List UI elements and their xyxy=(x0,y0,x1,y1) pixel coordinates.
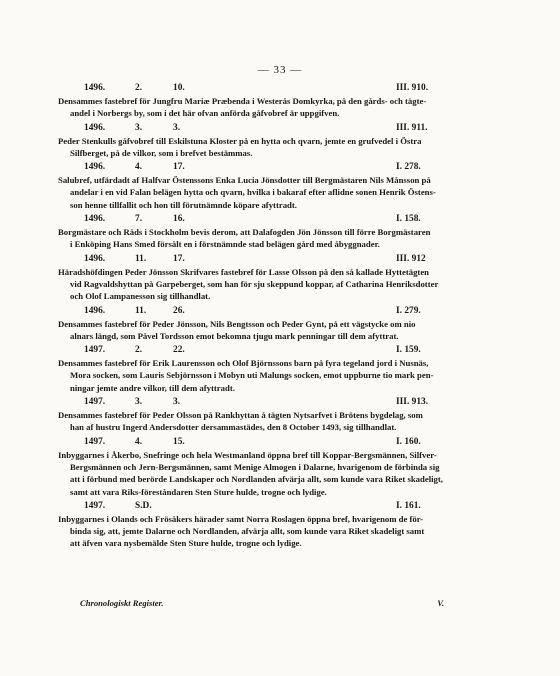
register-entry xyxy=(58,213,498,251)
entry-text-line: Densammes fastebref för Peder Jönsson, Nils Bengtsson och Peder Gynt, på ett vägstycke om nio xyxy=(58,318,416,329)
entry-text xyxy=(58,357,498,394)
entry-header xyxy=(58,436,498,449)
entry-header xyxy=(58,344,498,357)
entry-reference: I. 160. xyxy=(396,436,421,447)
entry-text-line: samt att vara Riks-föreståndaren Sten Sture hulde, trogne och lydige. xyxy=(70,486,327,497)
entry-header xyxy=(58,500,498,513)
entry-day: 3. xyxy=(173,397,181,408)
entry-text-line: Densammes fastebref för Jungfru Mariæ Præbenda i Westerås Domkyrka, på den gårds- och tägte- xyxy=(58,96,427,106)
entry-day: 16. xyxy=(173,214,185,225)
entry-month: 3. xyxy=(135,122,143,133)
register-entry xyxy=(58,305,498,343)
entry-text-line: vid Ragvaldshyttan på Garpeberget, som han för sju skeppund koppar, af Catharina Henriksdotter xyxy=(70,278,439,289)
page-number: — 33 — xyxy=(257,64,303,76)
entry-month: 3. xyxy=(135,397,143,408)
entry-year: 1496. xyxy=(84,253,106,264)
entry-text xyxy=(58,174,498,211)
entry-text xyxy=(58,226,498,251)
entry-text-line: Bergsmännen och Jern-Bergsmännen, samt Menige Almogen i Dalarne, hvarigenom de förbinda sig xyxy=(70,461,440,472)
entry-year: 1496. xyxy=(84,122,106,133)
entry-day: 10. xyxy=(173,83,185,93)
entry-text-line: Inbyggarnes i Olands och Frösåkers härader samt Norra Roslagen öppna bref, hvarigenom de för- xyxy=(58,513,424,524)
entry-text-line: Salubref, utfärdadt af Halfvar Östenssons Enka Lucia Jönsdotter till Bergmästaren Nils Månsson på xyxy=(58,175,431,186)
entry-text-line: Inbyggarnes i Åkerbo, Snefringe och hela Westmanland öppna bref till Koppar-Bergsmännen, Silfver- xyxy=(58,449,437,460)
entry-year: 1497. xyxy=(84,397,106,408)
entry-day: 22. xyxy=(173,345,185,356)
entry-day: 26. xyxy=(173,305,185,316)
entry-reference: I. 159. xyxy=(396,345,421,356)
entry-text-line: och Olof Lampanesson sig tillhandlat. xyxy=(70,291,211,302)
entry-day: 15. xyxy=(173,436,185,447)
entry-day: 3. xyxy=(173,122,181,133)
entry-reference: III. 911. xyxy=(396,122,428,133)
entry-text-line: han af hustru Ingerd Andersdotter dersammastädes, den 8 October 1493, sig tillhandlat. xyxy=(70,422,397,433)
entry-day: 17. xyxy=(173,253,185,264)
entry-month: 7. xyxy=(135,214,143,225)
entry-year: 1497. xyxy=(84,500,106,511)
register-entry xyxy=(58,161,498,211)
entry-text-line: alnars längd, som Påvel Tordsson emot bekomna tjugu mark penningar till dem afyttrat. xyxy=(70,330,399,341)
entry-month: 11. xyxy=(135,305,147,316)
register-entry xyxy=(58,344,498,394)
entry-reference: III. 912 xyxy=(396,253,426,264)
entry-month: 2. xyxy=(135,83,143,93)
entry-text-line: Häradshöfdingen Peder Jönsson Skrifvares fastebref för Lasse Olsson på den så kallade Hyttetägten xyxy=(58,266,430,277)
entry-month: 4. xyxy=(135,162,143,173)
entry-reference: I. 161. xyxy=(396,500,421,511)
entry-reference: I. 279. xyxy=(396,305,421,316)
entry-text-line: i Enköping Hans Smed försålt en i förstnämnde stad belägen gård med åbyggnader. xyxy=(70,239,380,250)
entry-year: 1496. xyxy=(84,214,106,225)
entry-header xyxy=(58,122,498,135)
entry-text xyxy=(58,95,498,120)
entry-text-line: Mora socken, som Lauris Sebjörnsson i Mobyn uti Malungs socken, emot uppburne tio mark pen- xyxy=(70,370,434,381)
entry-text-line: Borgmästare och Råds i Stockholm bevis derom, att Dalafogden Jön Jönsson till förre Borgmästaren xyxy=(58,227,431,238)
entry-year: 1497. xyxy=(84,436,106,447)
entry-text-line: Peder Stenkulls gåfvobref till Eskilstuna Kloster på en hytta och qvarn, jemte en grufvedel i Östra xyxy=(58,135,422,146)
entry-month: 2. xyxy=(135,345,143,356)
entry-text-line: andelar i en vid Falan belägen hytta och qvarn, hvilka i bakaraf efter aflidne sonen Henrik Östens- xyxy=(70,187,436,198)
entry-text xyxy=(58,266,498,303)
entry-header xyxy=(58,161,498,174)
entry-text-line: son henne tillfallit och hon till förutnämnde köpare afyttradt. xyxy=(70,199,297,210)
entry-text xyxy=(58,135,498,160)
entry-reference: I. 278. xyxy=(396,162,421,173)
entry-header xyxy=(58,253,498,266)
entry-text-line: ningar jemte andre vilkor, till dem afyttradt. xyxy=(70,382,235,393)
page-footer xyxy=(80,598,444,608)
footer-title: Chronologiskt Register. xyxy=(80,598,164,608)
entry-text-line: andel i Norbergs by, som i det här ofvan anförda gåfvobref är uppgifven. xyxy=(70,108,340,119)
entry-header xyxy=(58,82,498,95)
register-entries xyxy=(58,82,498,552)
entry-text xyxy=(58,513,498,550)
entry-month: 11. xyxy=(135,253,147,264)
register-entry xyxy=(58,500,498,550)
entry-reference: III. 910. xyxy=(396,83,429,93)
entry-text-line: att i förbund med berörde Landskaper och Nordlanden afvärja allt, som kunde vara Riket skadeligt, xyxy=(70,474,443,485)
footer-signature: V. xyxy=(437,598,444,608)
entry-header xyxy=(58,396,498,409)
entry-day: 17. xyxy=(173,162,185,173)
register-entry xyxy=(58,122,498,160)
entry-header xyxy=(58,213,498,226)
entry-header xyxy=(58,305,498,318)
entry-text-line: Silfberget, på de vilkor, som i brefvet bestämmas. xyxy=(70,147,253,158)
register-entry xyxy=(58,253,498,303)
entry-reference: I. 158. xyxy=(396,214,421,225)
entry-text xyxy=(58,318,498,343)
entry-text xyxy=(58,449,498,498)
entry-text-line: Densammes fastebref för Erik Laurensson och Olof Björnssons barn på fyra tegeland jord i Nusnäs, xyxy=(58,358,429,369)
entry-month: 4. xyxy=(135,436,143,447)
entry-text-line: att äfven vara nysbemälde Sten Sture hulde, trogne och lydige. xyxy=(70,538,302,549)
entry-reference: III. 913. xyxy=(396,397,429,408)
entry-text-line: binda sig, att, jemte Dalarne och Nordlanden, afvärja allt, som kunde vara Riket skadeligt samt xyxy=(70,526,425,537)
register-entry xyxy=(58,396,498,434)
entry-month: S.D. xyxy=(135,500,152,511)
entry-year: 1496. xyxy=(84,162,106,173)
entry-year: 1497. xyxy=(84,345,106,356)
entry-year: 1496. xyxy=(84,305,106,316)
entry-text xyxy=(58,409,498,434)
register-entry xyxy=(58,436,498,498)
entry-year: 1496. xyxy=(84,83,106,93)
register-entry xyxy=(58,82,498,120)
entry-text-line: Densammes fastebref för Peder Olsson på Rankhyttan å tägten Nytsarfvet i Brötens bygdelag, som xyxy=(58,410,423,421)
